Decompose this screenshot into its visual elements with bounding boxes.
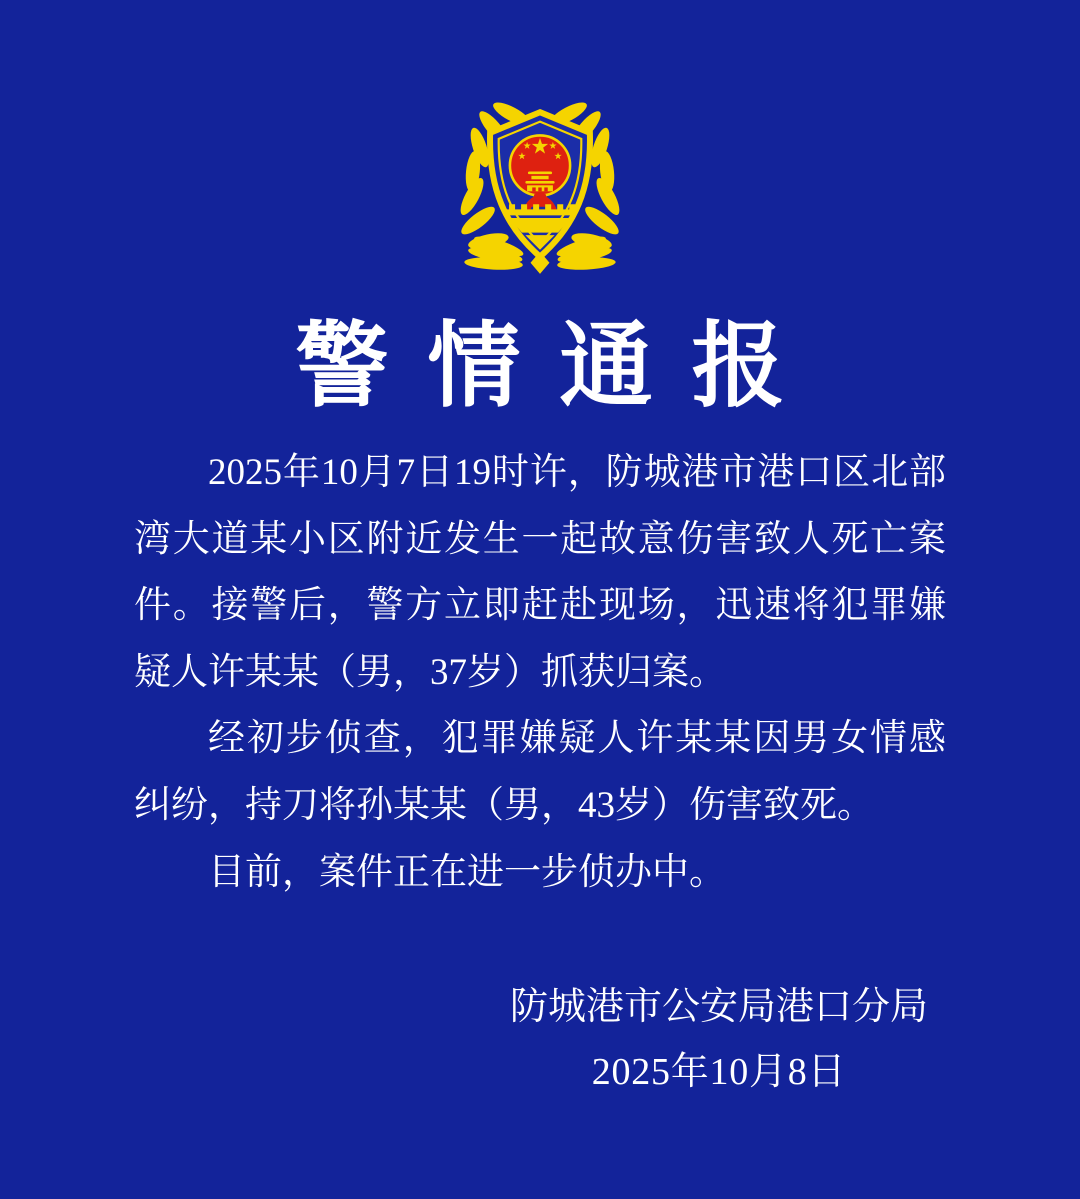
notice-paragraph-3: 目前，案件正在进一步侦办中。 (208, 851, 726, 893)
police-badge-graphic (454, 86, 626, 276)
issue-date: 2025年10月8日 (591, 1050, 847, 1093)
police-badge-icon (454, 86, 626, 276)
signature-block (510, 975, 928, 1104)
notice-paragraph-1: 2025年10月7日19时许，防城港市港口区北部湾大道某小区附近发生一起故意伤害致人死亡案件。接警后，警方立即赶赴现场，迅速将犯罪嫌疑人许某某（男，37岁）抓获归案。 (134, 452, 946, 693)
notice-body (134, 440, 946, 906)
notice-title: 警情通报 (295, 316, 824, 419)
issuing-authority: 防城港市公安局港口分局 (509, 986, 928, 1028)
notice-paragraph-2: 经初步侦查，犯罪嫌疑人许某某因男女情感纠纷，持刀将孙某某（男，43岁）伤害致死。 (134, 718, 946, 826)
